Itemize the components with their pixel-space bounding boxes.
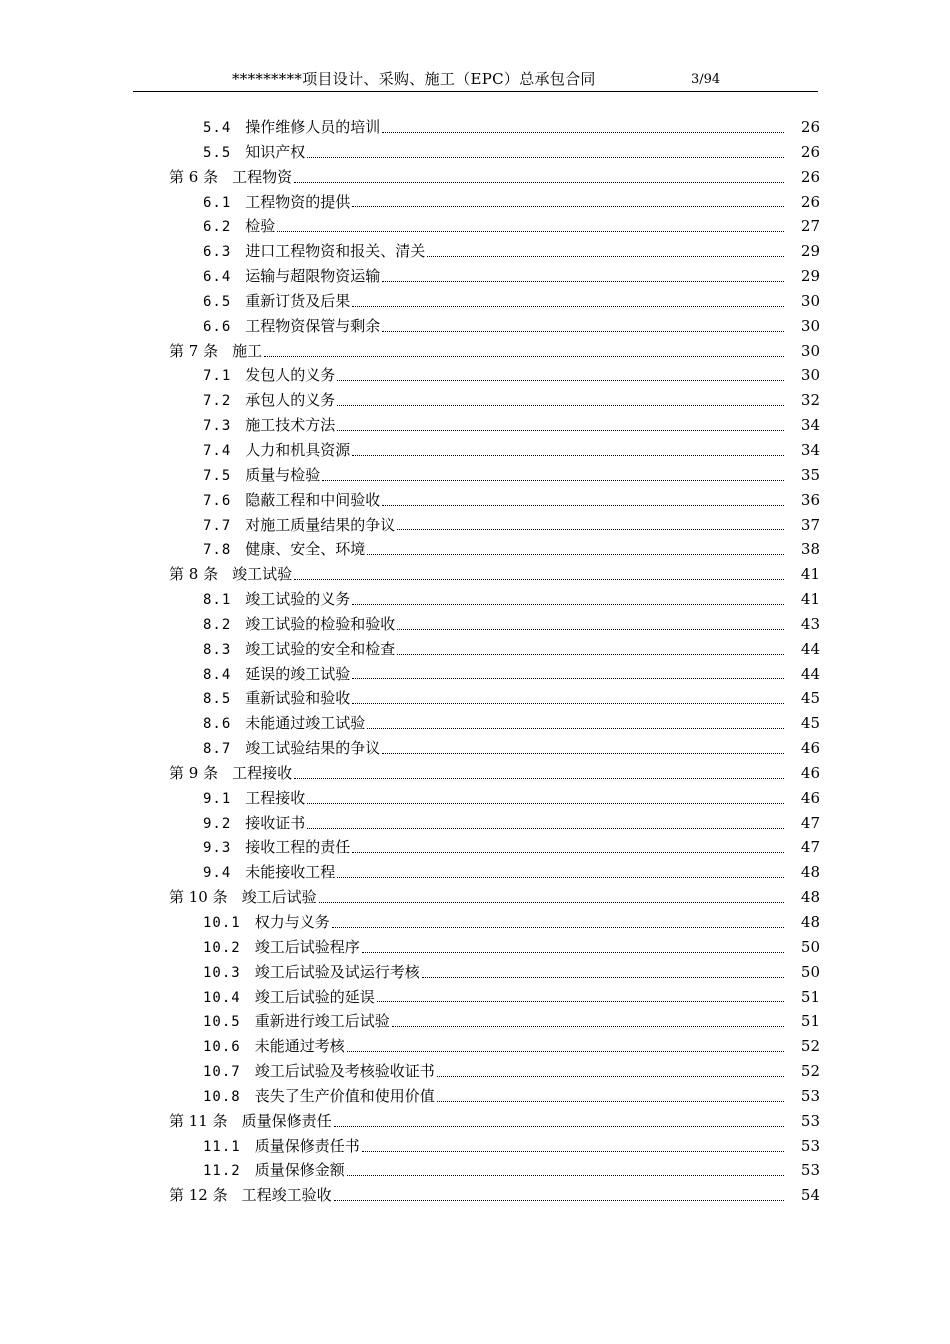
toc-entry-body xyxy=(203,686,790,711)
toc-dot-leader xyxy=(337,430,784,431)
toc-entry-body xyxy=(203,612,790,637)
toc-chapter-entry[interactable] xyxy=(0,1109,950,1134)
toc-dot-leader xyxy=(392,1026,784,1027)
toc-entry-title: 工程竣工验收 xyxy=(241,1186,332,1205)
toc-entry-page: 26 xyxy=(800,118,820,136)
toc-chapter-entry[interactable] xyxy=(0,562,950,587)
toc-entry-number: 第 10 条 xyxy=(169,888,228,907)
toc-entry-title: 竣工后试验的延误 xyxy=(254,987,375,1006)
toc-entry-page: 30 xyxy=(800,341,820,360)
toc-entry-body xyxy=(169,339,790,364)
toc-entry-title: 接收工程的责任 xyxy=(245,838,351,857)
toc-dot-leader xyxy=(352,206,784,207)
toc-entry-number: 8.7 xyxy=(203,741,232,758)
toc-dot-leader xyxy=(347,1175,784,1176)
toc-entry-body xyxy=(203,140,790,165)
toc-entry-number: 6.5 xyxy=(203,293,232,310)
toc-entry-title: 工程接收 xyxy=(232,763,293,782)
toc-entry-body xyxy=(169,165,790,190)
toc-entry-page: 50 xyxy=(800,937,820,956)
table-of-contents xyxy=(0,115,950,1208)
toc-entry-title: 运输与超限物资运输 xyxy=(245,267,381,286)
toc-entry-body xyxy=(203,388,790,413)
toc-dot-leader xyxy=(382,132,784,133)
toc-entry-page: 44 xyxy=(800,664,820,683)
toc-section-entry[interactable] xyxy=(0,985,950,1010)
toc-entry-title: 延误的竣工试验 xyxy=(245,664,351,683)
toc-entry-title: 竣工后试验 xyxy=(241,888,317,907)
toc-entry-number: 7.3 xyxy=(203,418,232,435)
toc-entry-title: 质量与检验 xyxy=(245,465,321,484)
toc-entry-page: 54 xyxy=(800,1186,820,1205)
toc-entry-body xyxy=(169,562,790,587)
toc-entry-number: 8.1 xyxy=(203,592,232,609)
toc-entry-page: 48 xyxy=(800,888,820,907)
toc-chapter-entry[interactable] xyxy=(0,1183,950,1208)
toc-section-entry[interactable] xyxy=(0,463,950,488)
toc-section-entry[interactable] xyxy=(0,289,950,314)
toc-dot-leader xyxy=(337,405,784,406)
toc-entry-title: 工程接收 xyxy=(245,788,306,807)
toc-entry-title: 工程物资的提供 xyxy=(245,192,351,211)
toc-entry-body xyxy=(203,736,790,761)
toc-entry-title: 丧失了生产价值和使用价值 xyxy=(254,1086,435,1105)
toc-dot-leader xyxy=(367,728,784,729)
toc-entry-number: 7.2 xyxy=(203,393,232,410)
toc-section-entry[interactable] xyxy=(0,537,950,562)
toc-section-entry[interactable] xyxy=(0,786,950,811)
toc-chapter-entry[interactable] xyxy=(0,761,950,786)
toc-dot-leader xyxy=(307,803,784,804)
toc-dot-leader xyxy=(437,1076,784,1077)
toc-section-entry[interactable] xyxy=(0,960,950,985)
toc-entry-page: 44 xyxy=(800,639,820,658)
toc-entry-body xyxy=(203,1158,790,1183)
toc-section-entry[interactable] xyxy=(0,910,950,935)
toc-entry-body xyxy=(203,711,790,736)
toc-section-entry[interactable] xyxy=(0,587,950,612)
toc-entry-number: 6.4 xyxy=(203,269,232,286)
toc-entry-page: 53 xyxy=(800,1111,820,1130)
toc-section-entry[interactable] xyxy=(0,388,950,413)
toc-section-entry[interactable] xyxy=(0,662,950,687)
toc-entry-title: 重新试验和验收 xyxy=(245,689,351,708)
toc-entry-number: 10.2 xyxy=(203,939,241,956)
toc-dot-leader xyxy=(277,231,784,232)
toc-dot-leader xyxy=(377,1001,784,1002)
toc-dot-leader xyxy=(382,281,784,282)
toc-entry-page: 37 xyxy=(800,515,820,534)
toc-entry-number: 9.3 xyxy=(203,840,232,857)
toc-dot-leader xyxy=(352,703,784,704)
toc-entry-page: 35 xyxy=(800,465,820,484)
toc-entry-title: 工程物资 xyxy=(232,167,293,186)
toc-dot-leader xyxy=(294,182,784,183)
toc-entry-title: 竣工试验的义务 xyxy=(245,590,351,609)
toc-entry-title: 质量保修责任 xyxy=(241,1111,332,1130)
toc-section-entry[interactable] xyxy=(0,686,950,711)
toc-entry-body xyxy=(203,115,790,140)
toc-entry-body xyxy=(203,413,790,438)
toc-entry-title: 发包人的义务 xyxy=(245,366,336,385)
toc-entry-body xyxy=(203,438,790,463)
toc-entry-page: 51 xyxy=(800,987,820,1006)
toc-section-entry[interactable] xyxy=(0,811,950,836)
document-title: *********项目设计、采购、施工（EPC）总承包合同 xyxy=(232,70,596,88)
toc-entry-page: 53 xyxy=(800,1161,820,1180)
toc-entry-body xyxy=(203,587,790,612)
toc-dot-leader xyxy=(322,480,784,481)
toc-entry-number: 第 8 条 xyxy=(169,565,219,584)
toc-entry-number: 10.5 xyxy=(203,1014,241,1031)
toc-entry-body xyxy=(203,960,790,985)
toc-entry-page: 53 xyxy=(800,1136,820,1155)
toc-entry-page: 36 xyxy=(800,490,820,509)
toc-entry-body xyxy=(203,662,790,687)
toc-entry-title: 施工技术方法 xyxy=(245,416,336,435)
toc-dot-leader xyxy=(382,331,784,332)
toc-dot-leader xyxy=(334,1200,784,1201)
toc-dot-leader xyxy=(294,579,784,580)
toc-entry-title: 未能接收工程 xyxy=(245,863,336,882)
toc-entry-number: 8.4 xyxy=(203,666,232,683)
toc-entry-body xyxy=(203,1134,790,1159)
toc-section-entry[interactable] xyxy=(0,1059,950,1084)
toc-section-entry[interactable] xyxy=(0,140,950,165)
toc-entry-body xyxy=(203,985,790,1010)
toc-chapter-entry[interactable] xyxy=(0,165,950,190)
toc-entry-page: 53 xyxy=(800,1086,820,1105)
toc-entry-body xyxy=(203,835,790,860)
toc-entry-page: 52 xyxy=(800,1062,820,1081)
toc-entry-number: 9.4 xyxy=(203,865,232,882)
toc-section-entry[interactable] xyxy=(0,488,950,513)
toc-entry-title: 施工 xyxy=(232,341,263,360)
toc-entry-page: 48 xyxy=(800,913,820,931)
toc-entry-title: 竣工后试验程序 xyxy=(254,937,360,956)
toc-section-entry[interactable] xyxy=(0,115,950,140)
toc-entry-title: 权力与义务 xyxy=(254,913,330,931)
toc-entry-page: 50 xyxy=(800,962,820,981)
toc-entry-number: 10.4 xyxy=(203,989,241,1006)
toc-entry-title: 未能通过考核 xyxy=(254,1037,345,1056)
toc-dot-leader xyxy=(307,828,784,829)
toc-dot-leader xyxy=(352,678,784,679)
toc-section-entry[interactable] xyxy=(0,1158,950,1183)
toc-entry-body xyxy=(203,488,790,513)
toc-entry-body xyxy=(203,537,790,562)
toc-entry-body xyxy=(203,1059,790,1084)
toc-entry-body xyxy=(169,885,790,910)
toc-dot-leader xyxy=(264,356,784,357)
toc-entry-body xyxy=(203,314,790,339)
toc-entry-title: 竣工试验的检验和验收 xyxy=(245,614,396,633)
toc-entry-number: 5.5 xyxy=(203,144,232,161)
toc-entry-number: 10.1 xyxy=(203,915,241,931)
toc-entry-number: 7.7 xyxy=(203,517,232,534)
toc-entry-number: 8.5 xyxy=(203,691,232,708)
toc-entry-title: 人力和机具资源 xyxy=(245,440,351,459)
page-header xyxy=(0,64,950,92)
toc-entry-number: 10.7 xyxy=(203,1064,241,1081)
toc-entry-title: 进口工程物资和报关、清关 xyxy=(245,242,426,261)
toc-entry-body xyxy=(203,1034,790,1059)
toc-entry-body xyxy=(203,1009,790,1034)
toc-section-entry[interactable] xyxy=(0,1084,950,1109)
toc-entry-page: 51 xyxy=(800,1012,820,1031)
toc-entry-body xyxy=(203,463,790,488)
toc-entry-body xyxy=(203,214,790,239)
toc-entry-title: 竣工后试验及考核验收证书 xyxy=(254,1062,435,1081)
toc-entry-number: 11.1 xyxy=(203,1138,241,1155)
toc-dot-leader xyxy=(382,753,784,754)
toc-dot-leader xyxy=(397,654,784,655)
toc-section-entry[interactable] xyxy=(0,1134,950,1159)
toc-entry-body xyxy=(203,513,790,538)
toc-entry-body xyxy=(203,239,790,264)
toc-entry-number: 8.3 xyxy=(203,641,232,658)
toc-entry-title: 操作维修人员的培训 xyxy=(245,118,381,136)
toc-entry-title: 承包人的义务 xyxy=(245,391,336,410)
toc-entry-number: 7.1 xyxy=(203,368,232,385)
toc-entry-number: 5.4 xyxy=(203,120,232,136)
toc-entry-page: 34 xyxy=(800,440,820,459)
toc-entry-page: 43 xyxy=(800,614,820,633)
toc-chapter-entry[interactable] xyxy=(0,339,950,364)
toc-entry-page: 45 xyxy=(800,714,820,733)
toc-dot-leader xyxy=(334,1126,784,1127)
toc-entry-title: 工程物资保管与剩余 xyxy=(245,316,381,335)
toc-entry-title: 竣工试验的安全和检查 xyxy=(245,639,396,658)
toc-entry-page: 32 xyxy=(800,391,820,410)
toc-entry-page: 29 xyxy=(800,267,820,286)
toc-entry-title: 检验 xyxy=(245,217,276,236)
toc-entry-page: 46 xyxy=(800,739,820,758)
toc-entry-title: 质量保修金额 xyxy=(254,1161,345,1180)
page-number: 3/94 xyxy=(691,72,721,87)
toc-dot-leader xyxy=(347,1051,784,1052)
toc-entry-title: 接收证书 xyxy=(245,813,306,832)
toc-entry-title: 未能通过竣工试验 xyxy=(245,714,366,733)
toc-entry-number: 7.5 xyxy=(203,467,232,484)
toc-entry-body xyxy=(203,637,790,662)
toc-entry-title: 隐蔽工程和中间验收 xyxy=(245,490,381,509)
toc-dot-leader xyxy=(367,554,784,555)
toc-entry-number: 6.1 xyxy=(203,194,232,211)
toc-entry-page: 41 xyxy=(800,565,820,584)
toc-section-entry[interactable] xyxy=(0,264,950,289)
toc-entry-title: 竣工试验结果的争议 xyxy=(245,739,381,758)
toc-entry-page: 46 xyxy=(800,788,820,807)
toc-entry-body xyxy=(203,264,790,289)
toc-entry-body xyxy=(203,860,790,885)
toc-entry-page: 48 xyxy=(800,863,820,882)
toc-entry-number: 7.6 xyxy=(203,492,232,509)
toc-entry-title: 竣工后试验及试运行考核 xyxy=(254,962,420,981)
toc-chapter-entry[interactable] xyxy=(0,885,950,910)
toc-dot-leader xyxy=(427,256,784,257)
toc-dot-leader xyxy=(382,505,784,506)
toc-entry-page: 45 xyxy=(800,689,820,708)
toc-section-entry[interactable] xyxy=(0,513,950,538)
toc-section-entry[interactable] xyxy=(0,214,950,239)
toc-section-entry[interactable] xyxy=(0,835,950,860)
toc-dot-leader xyxy=(362,952,784,953)
toc-entry-body xyxy=(203,811,790,836)
toc-section-entry[interactable] xyxy=(0,190,950,215)
toc-section-entry[interactable] xyxy=(0,935,950,960)
toc-entry-page: 34 xyxy=(800,416,820,435)
toc-entry-number: 7.8 xyxy=(203,542,232,559)
toc-entry-page: 26 xyxy=(800,192,820,211)
toc-section-entry[interactable] xyxy=(0,637,950,662)
toc-dot-leader xyxy=(337,877,784,878)
toc-entry-number: 第 11 条 xyxy=(169,1111,228,1130)
toc-entry-number: 11.2 xyxy=(203,1163,241,1180)
toc-entry-body xyxy=(203,363,790,388)
toc-entry-body xyxy=(169,761,790,786)
toc-entry-title: 重新订货及后果 xyxy=(245,291,351,310)
toc-section-entry[interactable] xyxy=(0,1034,950,1059)
toc-entry-page: 41 xyxy=(800,590,820,609)
toc-dot-leader xyxy=(352,604,784,605)
toc-entry-number: 9.2 xyxy=(203,815,232,832)
toc-entry-number: 第 12 条 xyxy=(169,1186,228,1205)
toc-section-entry[interactable] xyxy=(0,736,950,761)
toc-entry-number: 10.8 xyxy=(203,1088,241,1105)
toc-section-entry[interactable] xyxy=(0,711,950,736)
toc-entry-number: 7.4 xyxy=(203,442,232,459)
toc-entry-page: 26 xyxy=(800,167,820,186)
toc-entry-page: 47 xyxy=(800,813,820,832)
toc-dot-leader xyxy=(307,157,784,158)
toc-dot-leader xyxy=(397,529,784,530)
toc-entry-body xyxy=(169,1183,790,1208)
toc-entry-number: 8.2 xyxy=(203,616,232,633)
toc-entry-title: 竣工试验 xyxy=(232,565,293,584)
toc-entry-body xyxy=(169,1109,790,1134)
toc-dot-leader xyxy=(352,306,784,307)
toc-section-entry[interactable] xyxy=(0,1009,950,1034)
toc-entry-number: 6.2 xyxy=(203,219,232,236)
toc-entry-page: 52 xyxy=(800,1037,820,1056)
toc-entry-page: 38 xyxy=(800,540,820,559)
toc-dot-leader xyxy=(319,902,784,903)
toc-dot-leader xyxy=(422,977,784,978)
toc-dot-leader xyxy=(362,1151,784,1152)
toc-entry-page: 30 xyxy=(800,366,820,385)
toc-section-entry[interactable] xyxy=(0,413,950,438)
toc-entry-page: 29 xyxy=(800,242,820,261)
toc-entry-body xyxy=(203,935,790,960)
toc-dot-leader xyxy=(397,629,784,630)
toc-section-entry[interactable] xyxy=(0,860,950,885)
toc-entry-number: 第 7 条 xyxy=(169,341,219,360)
toc-entry-number: 10.6 xyxy=(203,1039,241,1056)
toc-entry-title: 质量保修责任书 xyxy=(254,1136,360,1155)
toc-dot-leader xyxy=(337,380,784,381)
toc-entry-body xyxy=(203,1084,790,1109)
toc-dot-leader xyxy=(352,455,784,456)
toc-entry-title: 重新进行竣工后试验 xyxy=(254,1012,390,1031)
toc-dot-leader xyxy=(437,1101,784,1102)
toc-entry-body xyxy=(203,289,790,314)
toc-entry-number: 9.1 xyxy=(203,790,232,807)
toc-section-entry[interactable] xyxy=(0,239,950,264)
toc-entry-body xyxy=(203,910,790,935)
toc-dot-leader xyxy=(294,778,784,779)
toc-section-entry[interactable] xyxy=(0,314,950,339)
toc-entry-number: 第 6 条 xyxy=(169,167,219,186)
toc-entry-title: 对施工质量结果的争议 xyxy=(245,515,396,534)
toc-entry-title: 健康、安全、环境 xyxy=(245,540,366,559)
toc-entry-title: 知识产权 xyxy=(245,142,306,161)
toc-entry-number: 6.3 xyxy=(203,244,232,261)
toc-entry-page: 46 xyxy=(800,763,820,782)
toc-entry-number: 6.6 xyxy=(203,318,232,335)
header-divider xyxy=(133,91,818,92)
toc-section-entry[interactable] xyxy=(0,363,950,388)
toc-entry-body xyxy=(203,190,790,215)
toc-section-entry[interactable] xyxy=(0,612,950,637)
toc-entry-body xyxy=(203,786,790,811)
toc-dot-leader xyxy=(332,927,784,928)
toc-dot-leader xyxy=(352,852,784,853)
toc-entry-page: 30 xyxy=(800,291,820,310)
toc-entry-page: 27 xyxy=(800,217,820,236)
toc-entry-number: 10.3 xyxy=(203,964,241,981)
toc-entry-page: 47 xyxy=(800,838,820,857)
toc-section-entry[interactable] xyxy=(0,438,950,463)
toc-entry-number: 8.6 xyxy=(203,716,232,733)
toc-entry-number: 第 9 条 xyxy=(169,763,219,782)
toc-entry-page: 30 xyxy=(800,316,820,335)
toc-entry-page: 26 xyxy=(800,142,820,161)
